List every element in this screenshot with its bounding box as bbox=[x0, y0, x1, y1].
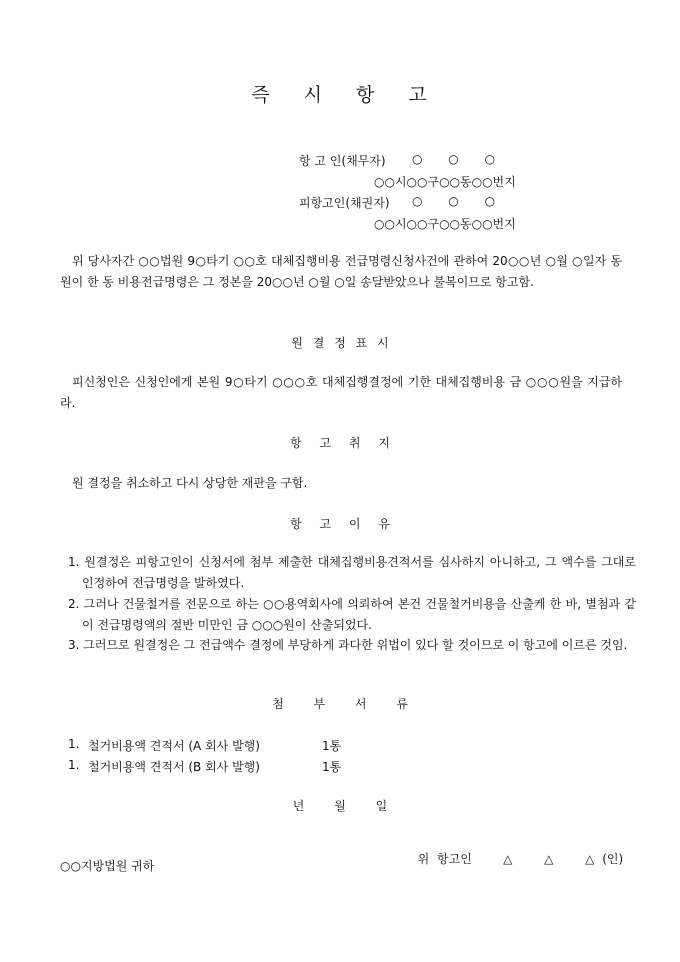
appellant-address: ○○시○○구○○동○○번지 bbox=[374, 175, 516, 189]
appellant-label: 항 고 인(채무자) bbox=[299, 154, 386, 168]
appellee-label: 피항고인(채권자) bbox=[299, 196, 390, 210]
attachment-number: 1. bbox=[68, 758, 80, 772]
signer-marks: △ △ △ bbox=[503, 852, 595, 866]
reason-item: 2. 그러나 건물철거를 전문으로 하는 ○○용역회사에 의뢰하여 본건 건물철거비용을 산출케 한 바, 별첨과 같이 전급명령액의 절반 미만인 금 ○○○원이 산출되었다. bbox=[68, 597, 636, 632]
document-title: 즉 시 항 고 bbox=[251, 84, 429, 106]
reason-item: 3. 그러므로 원결정은 그 전급액수 결정에 부당하게 과다한 위법이 있다 할 것이므로 이 항고에 이르른 것임. bbox=[68, 638, 628, 652]
attachment-count: 1통 bbox=[322, 739, 342, 753]
purpose-text: 원 결정을 취소하고 다시 상당한 재판을 구함. bbox=[72, 476, 308, 490]
attachment-count: 1통 bbox=[322, 760, 342, 774]
signer-line bbox=[402, 836, 623, 867]
original-decision-heading: 원 결 정 표 시 bbox=[291, 336, 389, 350]
appellee-address: ○○시○○구○○동○○번지 bbox=[374, 217, 516, 231]
reason-item: 1. 원결정은 피항고인이 신청서에 첨부 제출한 대체집행비용견적서를 심사하지 아니하고, 그 액수를 그대로 인정하여 전급명령을 발하였다. bbox=[68, 555, 636, 590]
appellee-name: ○ ○ ○ bbox=[412, 194, 496, 208]
seal-mark: (인) bbox=[602, 852, 624, 866]
attachment-text: 철거비용액 견적서 (B 회사 발행) bbox=[88, 760, 260, 774]
original-decision-text: 피신청인은 신청인에게 본원 9○타기 ○○○호 대체집행결정에 기한 대체집행비용 금 ○○○원을 지급하라. bbox=[60, 375, 622, 410]
date-line: 년 월 일 bbox=[292, 799, 388, 813]
court-addressee: ○○지방법원 귀하 bbox=[60, 859, 155, 873]
signer-label: 위 항고인 bbox=[417, 852, 472, 866]
intro-paragraph: 위 당사자간 ○○법원 9○타기 ○○호 대체집행비용 전급명령신청사건에 관하여 20○○년 ○월 ○일자 동원이 한 동 비용전급명령은 그 정본을 20○○년 ○월 ○일 송달받았으나 불복이므로 항고함. bbox=[60, 254, 622, 289]
attachment-text: 철거비용액 견적서 (A 회사 발행) bbox=[88, 739, 260, 753]
appellant-name: ○ ○ ○ bbox=[412, 152, 496, 166]
attachments-heading: 첨 부 서 류 bbox=[272, 697, 408, 711]
reasons-heading: 항 고 이 유 bbox=[290, 517, 390, 531]
purpose-heading: 항 고 취 지 bbox=[290, 436, 390, 450]
attachment-number: 1. bbox=[68, 737, 80, 751]
